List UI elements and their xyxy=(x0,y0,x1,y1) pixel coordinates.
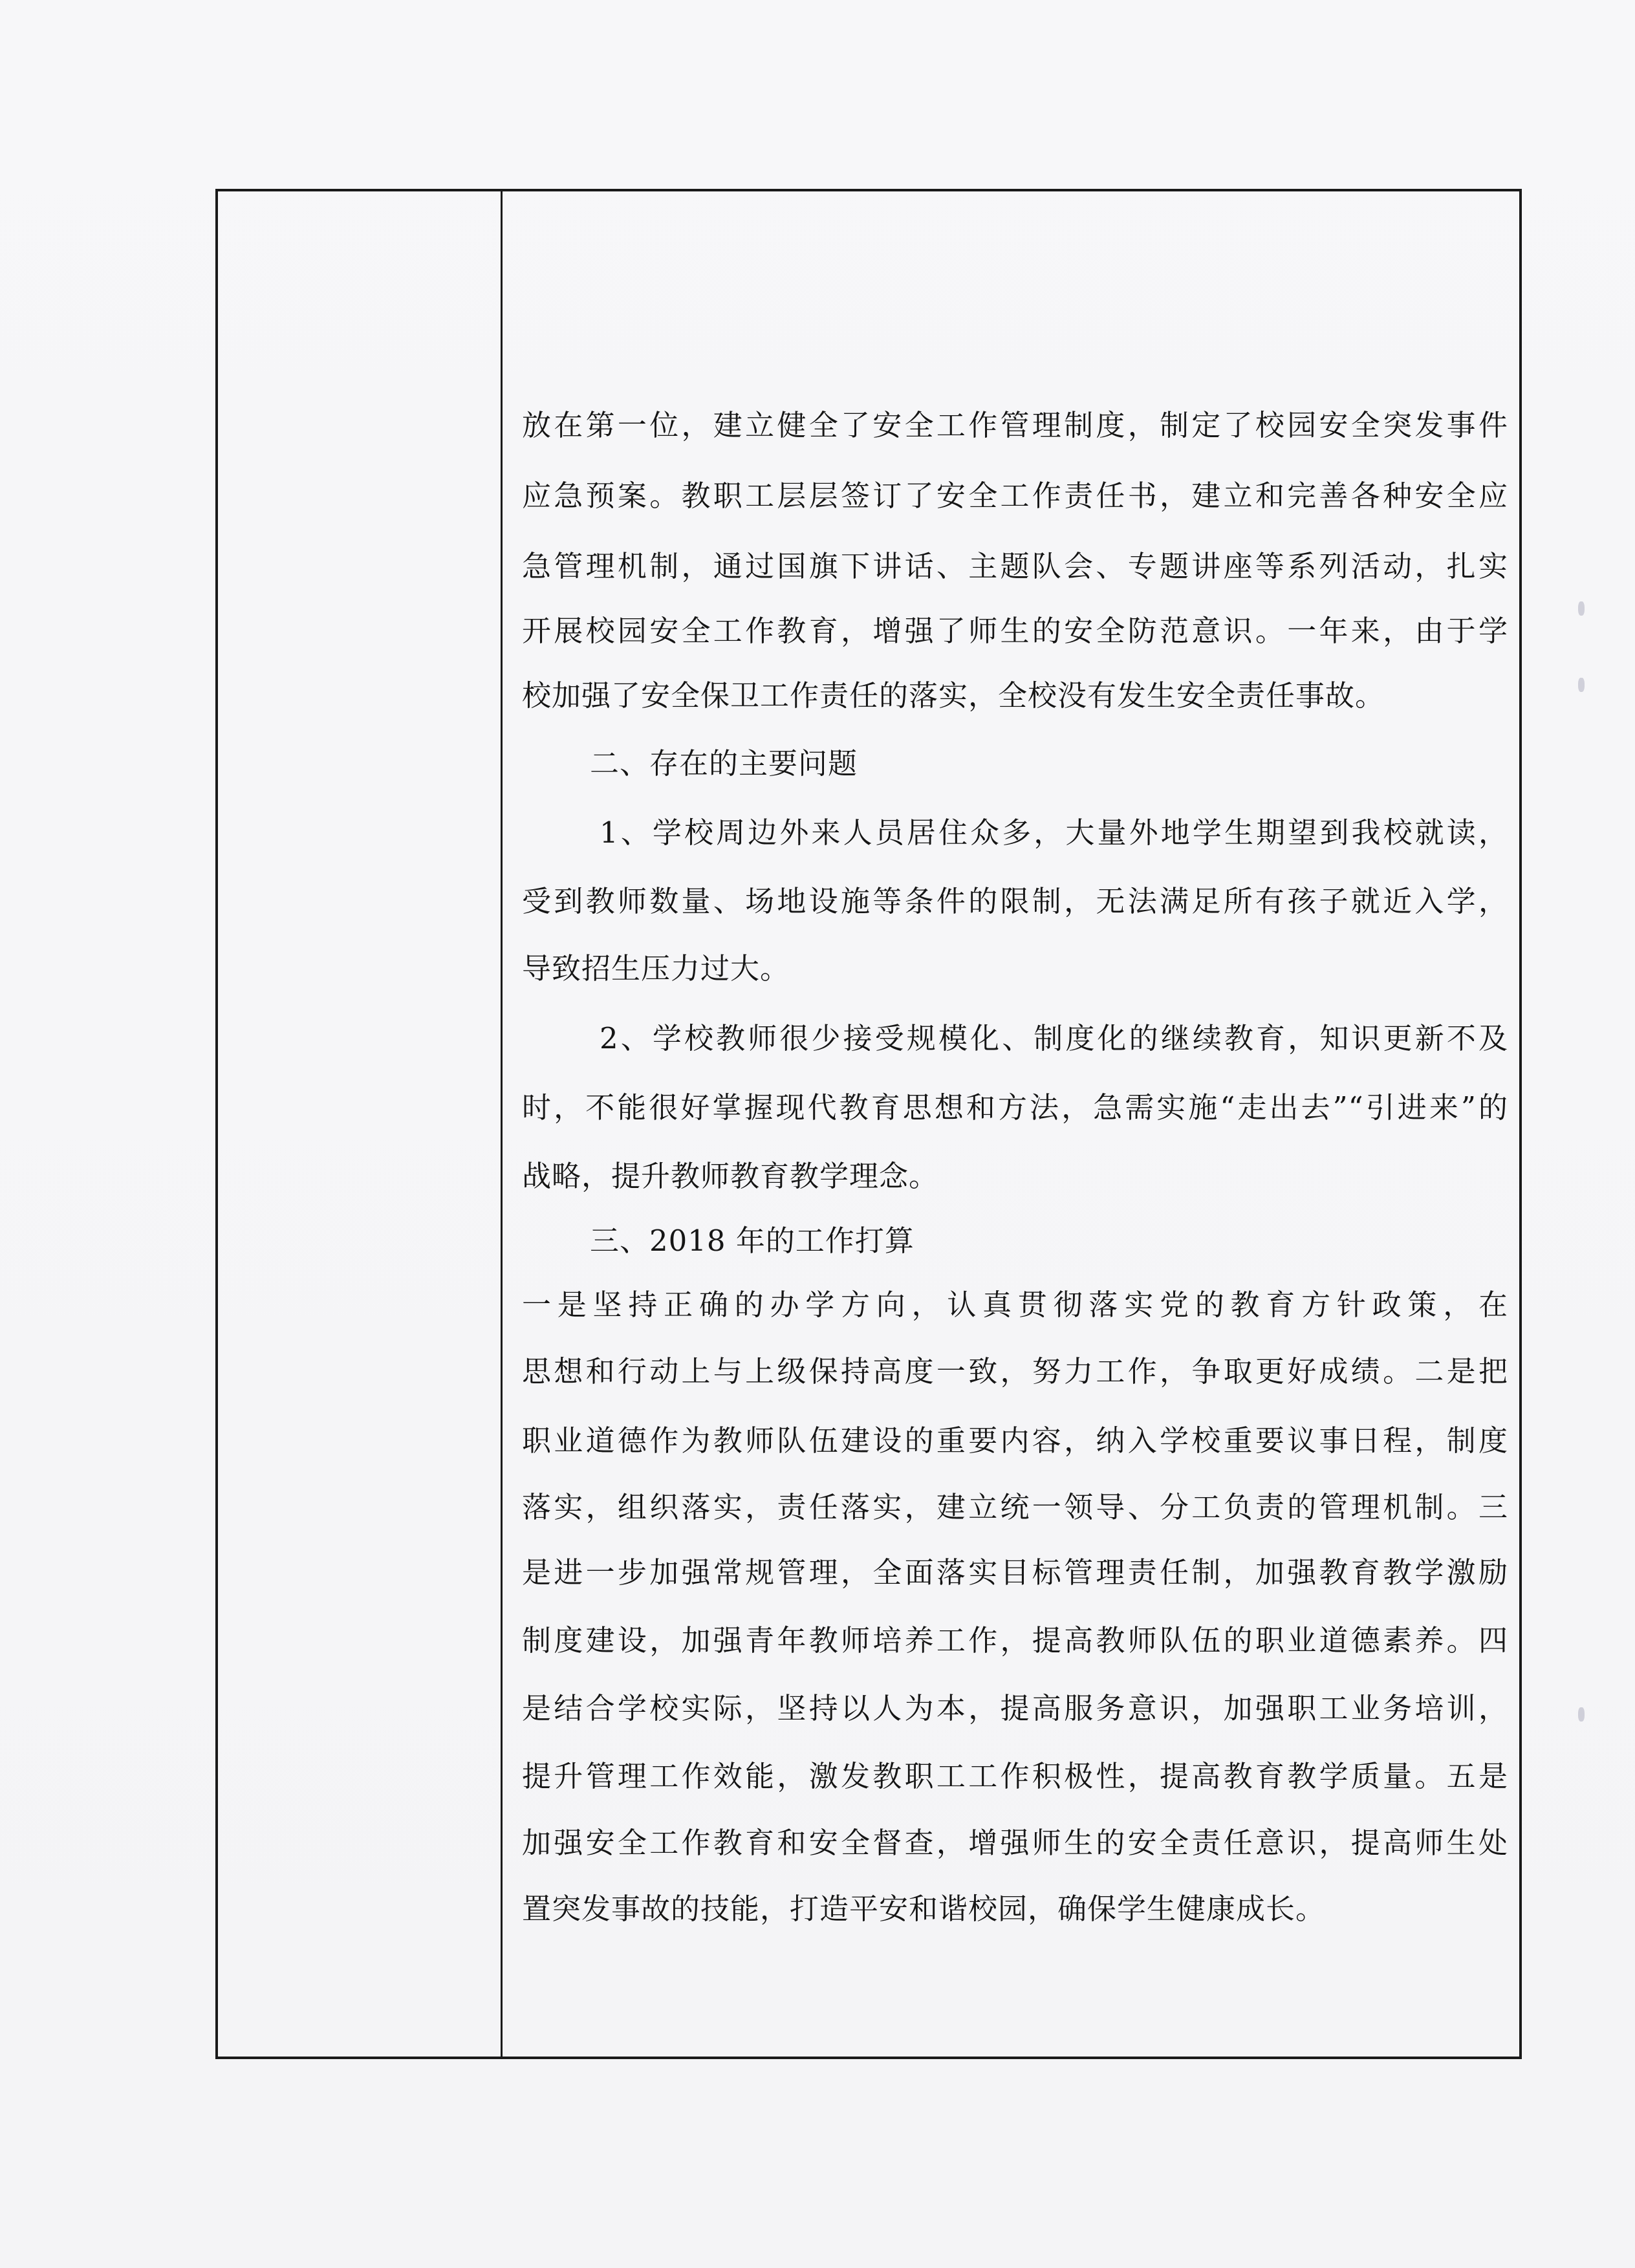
label-column xyxy=(218,191,503,2057)
paragraph-line: 落实，组织落实，责任落实，建立统一领导、分工负责的管理机制。三 xyxy=(522,1490,1508,1524)
section-heading: 二、存在的主要问题 xyxy=(590,746,858,781)
paragraph-line: 开展校园安全工作教育，增强了师生的安全防范意识。一年来，由于学 xyxy=(522,614,1508,648)
section-heading: 三、2018 年的工作打算 xyxy=(590,1224,915,1258)
paragraph-line: 一是坚持正确的办学方向，认真贯彻落实党的教育方针政策，在 xyxy=(522,1288,1508,1322)
paragraph-line: 时，不能很好掌握现代教育思想和方法，急需实施“走出去”“引进来”的 xyxy=(522,1090,1508,1125)
paragraph-line: 是结合学校实际，坚持以人为本，提高服务意识，加强职工业务培训， xyxy=(522,1691,1508,1725)
paragraph-line: 制度建设，加强青年教师培养工作，提高教师队伍的职业道德素养。四 xyxy=(522,1623,1508,1658)
form-table xyxy=(215,189,1522,2059)
paragraph-line: 1、学校周边外来人员居住众多，大量外地学生期望到我校就读， xyxy=(600,815,1508,850)
paragraph-line: 校加强了安全保卫工作责任的落实，全校没有发生安全责任事故。 xyxy=(522,678,1385,713)
paragraph-line: 提升管理工作效能，激发教职工工作积极性，提高教育教学质量。五是 xyxy=(522,1759,1508,1793)
paragraph-line: 是进一步加强常规管理，全面落实目标管理责任制，加强教育教学激励 xyxy=(522,1555,1508,1590)
scan-speck xyxy=(1578,601,1585,616)
paragraph-line: 战略，提升教师教育教学理念。 xyxy=(522,1159,939,1193)
paragraph-line: 受到教师数量、场地设施等条件的限制，无法满足所有孩子就近入学， xyxy=(522,884,1508,918)
paragraph-line: 职业道德作为教师队伍建设的重要内容，纳入学校重要议事日程，制度 xyxy=(522,1423,1508,1458)
paragraph-line: 放在第一位，建立健全了安全工作管理制度，制定了校园安全突发事件 xyxy=(522,408,1508,442)
paragraph-line: 2、学校教师很少接受规模化、制度化的继续教育，知识更新不及 xyxy=(600,1021,1508,1055)
scan-speck xyxy=(1578,678,1585,692)
paragraph-line: 急管理机制，通过国旗下讲话、主题队会、专题讲座等系列活动，扎实 xyxy=(522,549,1508,583)
paragraph-line: 应急预案。教职工层层签订了安全工作责任书，建立和完善各种安全应 xyxy=(522,479,1508,513)
paragraph-line: 思想和行动上与上级保持高度一致，努力工作，争取更好成绩。二是把 xyxy=(522,1354,1508,1388)
paragraph-line: 加强安全工作教育和安全督查，增强师生的安全责任意识，提高师生处 xyxy=(522,1826,1508,1860)
paragraph-line: 导致招生压力过大。 xyxy=(522,951,790,986)
scan-speck xyxy=(1578,1707,1585,1722)
content-cell xyxy=(522,191,1508,2057)
paragraph-line: 置突发事故的技能，打造平安和谐校园，确保学生健康成长。 xyxy=(522,1892,1326,1926)
